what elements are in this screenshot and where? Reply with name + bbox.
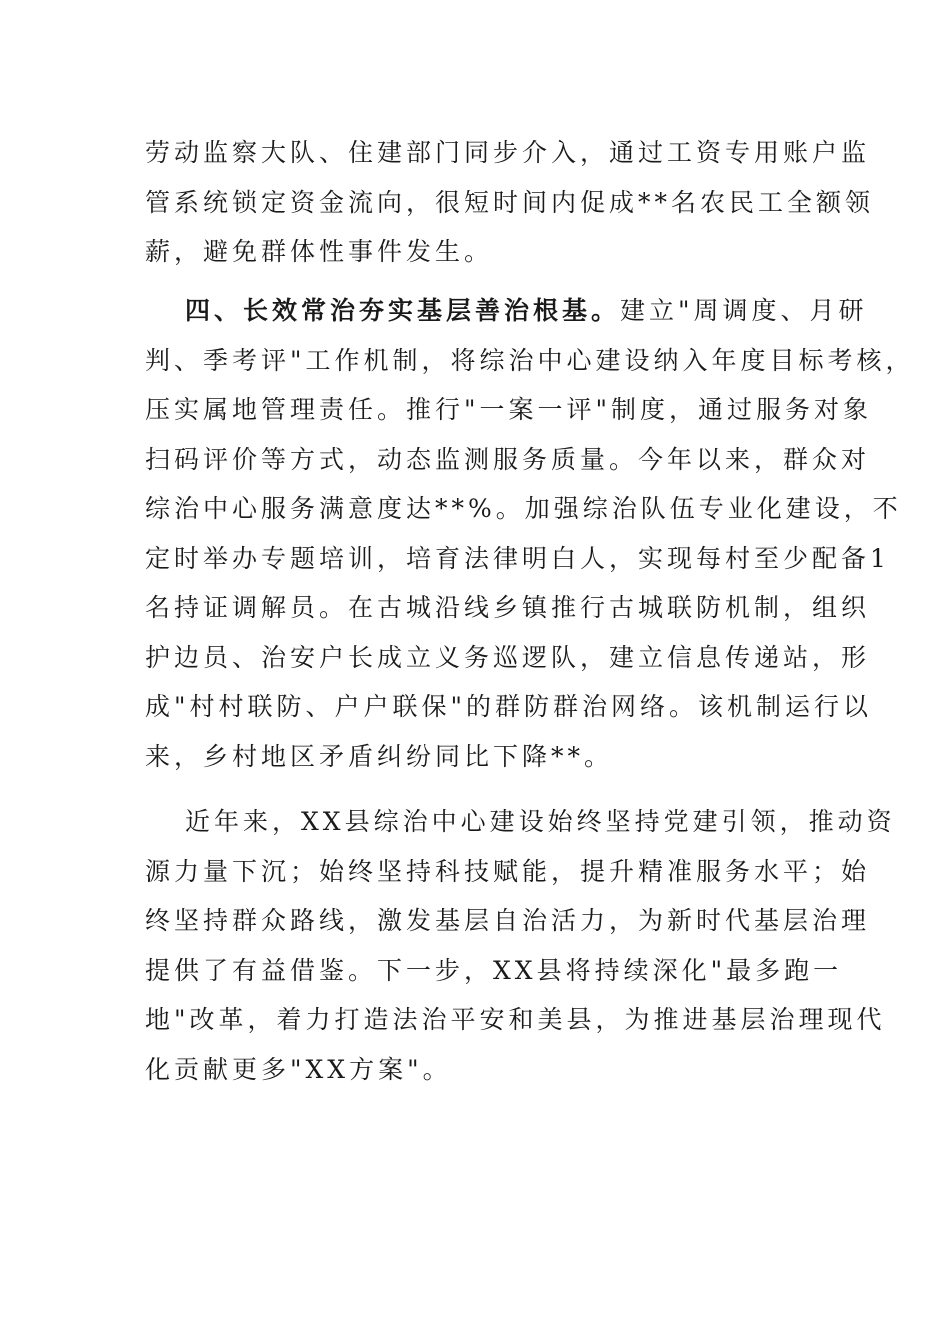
paragraph-line: 薪，避免群体性事件发生。: [145, 237, 494, 266]
paragraph-first-line: 近年来，XX县综治中心建设始终坚持党建引领，推动资: [185, 807, 896, 836]
section-heading: 四、长效常治夯实基层善治根基。: [185, 296, 621, 325]
paragraph-line: 名持证调解员。在古城沿线乡镇推行古城联防机制，组织: [145, 593, 871, 622]
paragraph-conclusion: [145, 797, 896, 1094]
paragraph-line: 管系统锁定资金流向，很短时间内促成**名农民工全额领: [145, 187, 875, 217]
paragraph-section-four: [145, 286, 915, 781]
paragraph-line: 判、季考评"工作机制，将综治中心建设纳入年度目标考核，: [145, 345, 915, 375]
paragraph-line: 源力量下沉；始终坚持科技赋能，提升精准服务水平；始: [145, 856, 871, 886]
paragraph-line: 成"村村联防、户户联保"的群防群治网络。该机制运行以: [145, 692, 873, 721]
paragraph-line: 护边员、治安户长成立义务巡逻队，建立信息传递站，形: [145, 642, 871, 672]
paragraph-line: 提供了有益借鉴。下一步，XX县将持续深化"最多跑一: [145, 955, 843, 985]
heading-continuation: 建立"周调度、月研: [620, 296, 868, 325]
paragraph-line: 来，乡村地区矛盾纠纷同比下降**。: [145, 741, 614, 771]
paragraph-continuation: [145, 128, 875, 277]
paragraph-line: 扫码评价等方式，动态监测服务质量。今年以来，群众对: [145, 444, 871, 474]
paragraph-line: 综治中心服务满意度达**%。加强综治队伍专业化建设，不: [145, 494, 902, 523]
paragraph-line: 劳动监察大队、住建部门同步介入，通过工资专用账户监: [145, 138, 871, 167]
paragraph-line: 定时举办专题培训，培育法律明白人，实现每村至少配备1: [145, 543, 890, 573]
paragraph-line: 压实属地管理责任。推行"一案一评"制度，通过服务对象: [145, 395, 873, 424]
paragraph-line: 地"改革，着力打造法治平安和美县，为推进基层治理现代: [145, 1005, 886, 1034]
paragraph-line: 化贡献更多"XX方案"。: [145, 1054, 452, 1084]
paragraph-first-line: [145, 286, 868, 336]
paragraph-line: 终坚持群众路线，激发基层自治活力，为新时代基层治理: [145, 906, 871, 935]
